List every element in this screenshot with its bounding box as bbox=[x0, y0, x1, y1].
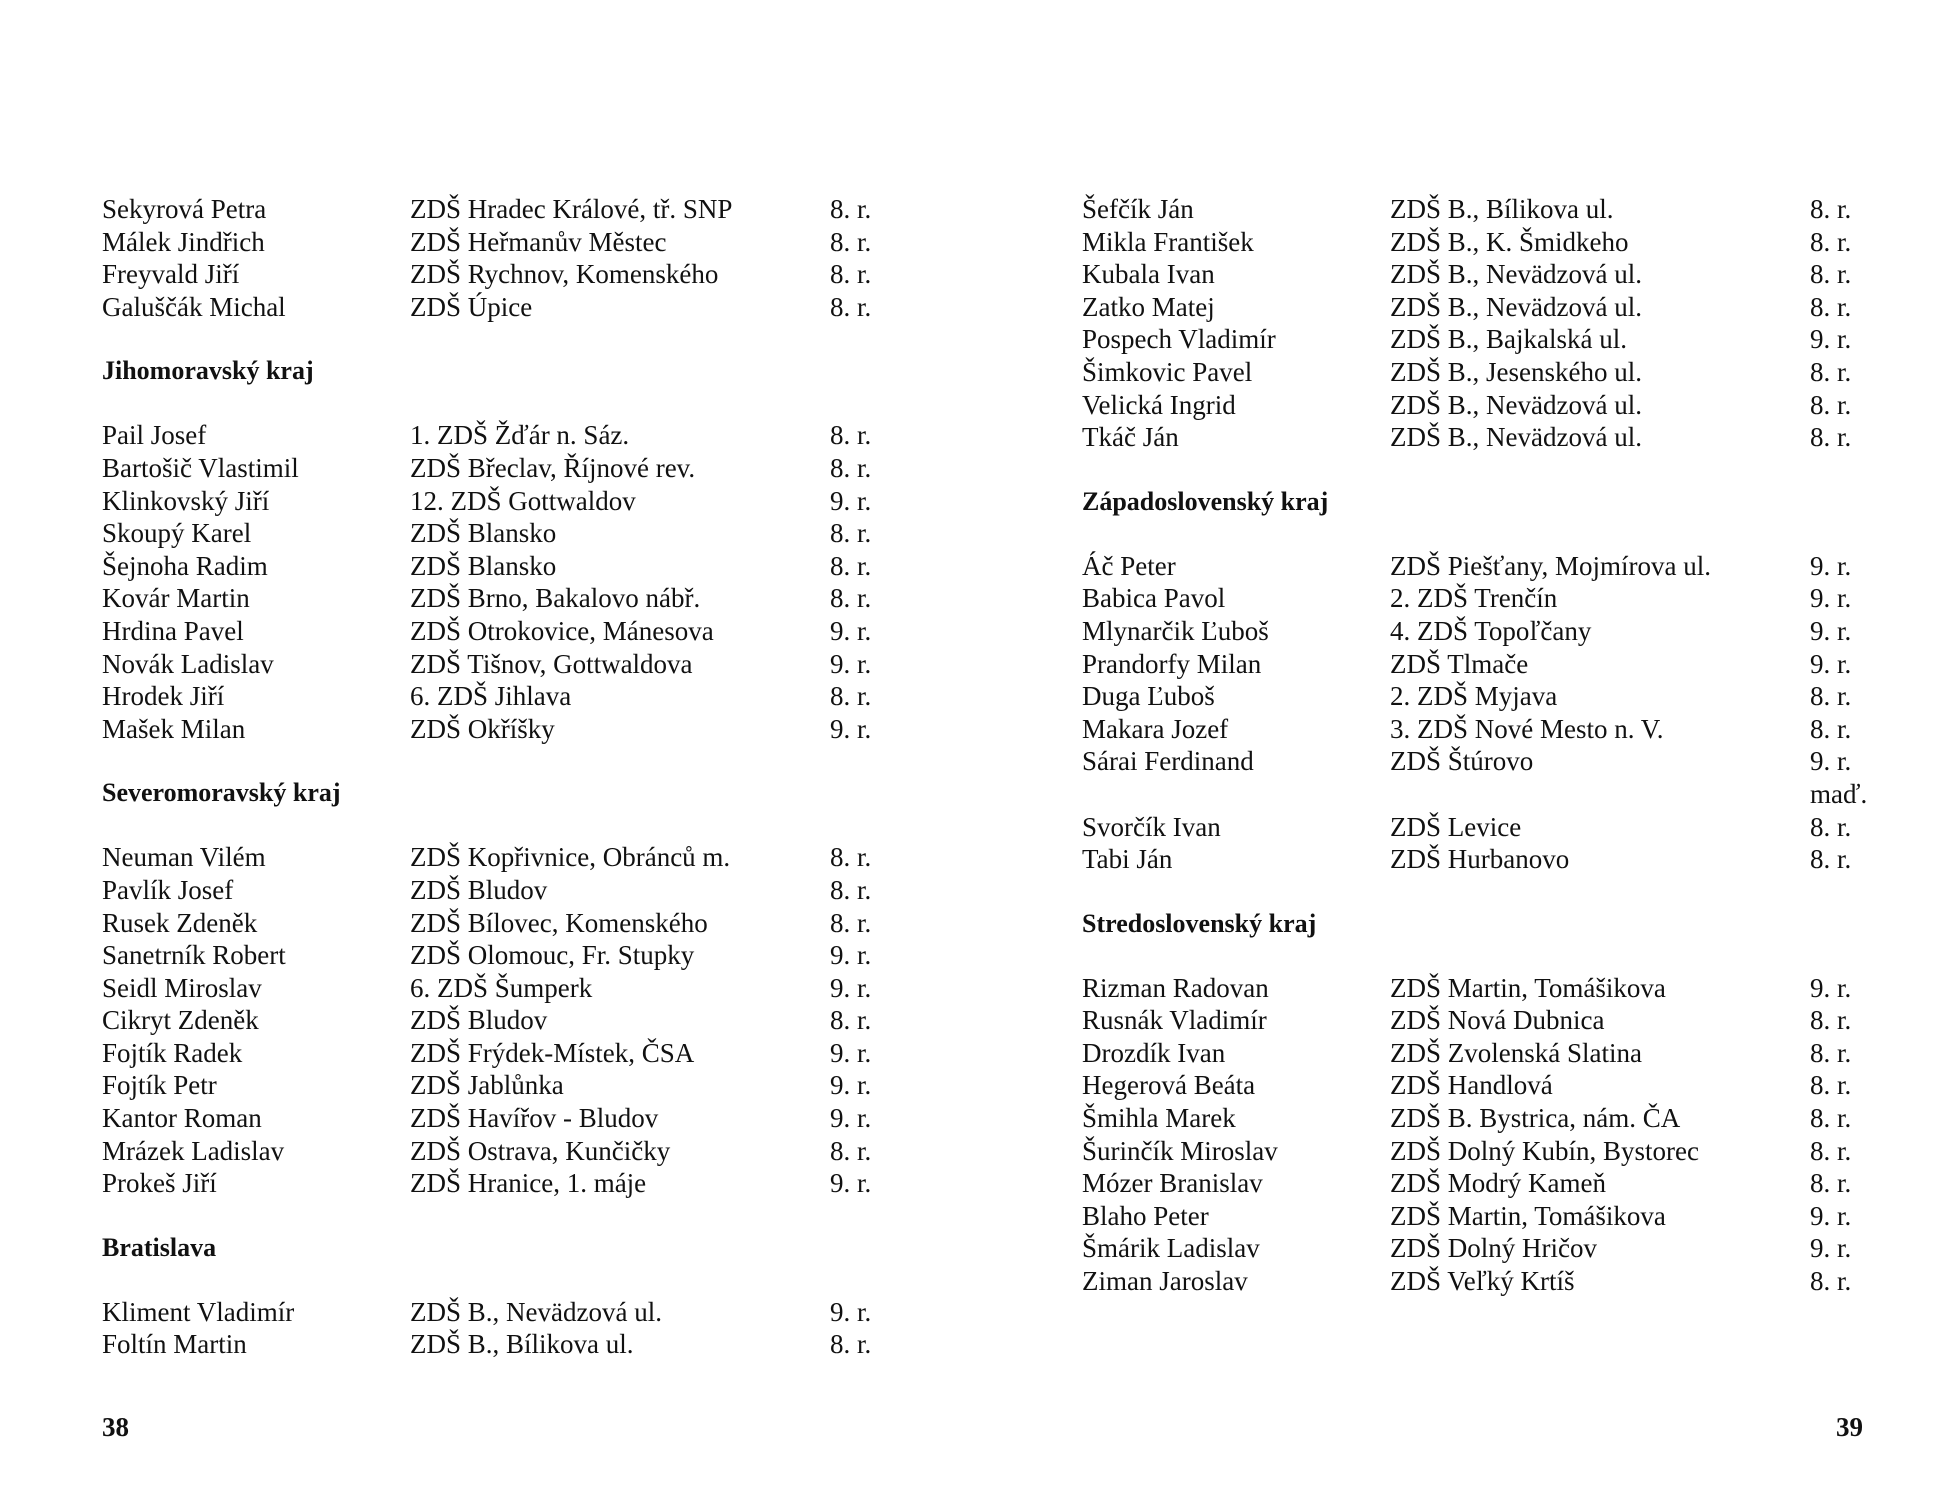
entry-grade: 8. r. bbox=[1810, 291, 1852, 322]
section bbox=[1082, 908, 1882, 1298]
entry-name: Sárai Ferdinand bbox=[1082, 746, 1254, 777]
list-item bbox=[102, 226, 902, 259]
entry-grade: 8. r. bbox=[1810, 226, 1852, 257]
list-item bbox=[102, 648, 902, 681]
list-item bbox=[102, 550, 902, 583]
entry-grade: 8. r. bbox=[1810, 389, 1852, 420]
list-item bbox=[1082, 258, 1882, 291]
list-item bbox=[1082, 1037, 1882, 1070]
entry-school: ZDŠ Tišnov, Gottwaldova bbox=[410, 648, 693, 679]
entry-grade: 9. r. bbox=[830, 485, 872, 516]
list-item bbox=[1082, 226, 1882, 259]
entry-school: ZDŠ Hranice, 1. máje bbox=[410, 1168, 647, 1199]
entry-grade: 8. r. bbox=[1810, 1070, 1852, 1101]
list-item bbox=[1082, 843, 1882, 876]
entry-grade: 9. r. bbox=[830, 1296, 872, 1327]
entry-name: Ziman Jaroslav bbox=[1082, 1266, 1248, 1297]
entry-school: ZDŠ Kopřivnice, Obránců m. bbox=[410, 842, 731, 873]
entry-school: ZDŠ B., Nevädzová ul. bbox=[1390, 422, 1642, 453]
entry-school: ZDŠ B., K. Šmidkeho bbox=[1390, 226, 1629, 257]
entry-school: ZDŠ Zvolenská Slatina bbox=[1390, 1037, 1642, 1068]
entry-name: Mózer Branislav bbox=[1082, 1168, 1263, 1199]
entry-school: 3. ZDŠ Nové Mesto n. V. bbox=[1390, 713, 1664, 744]
list-item bbox=[1082, 389, 1882, 422]
entry-grade: 9. r. bbox=[830, 648, 872, 679]
entry-grade: 8. r. bbox=[830, 907, 872, 938]
entry-grade: 8. r. bbox=[830, 226, 872, 257]
entry-name: Fojtík Radek bbox=[102, 1037, 243, 1068]
list-item bbox=[102, 939, 902, 972]
entry-grade bbox=[1810, 745, 1867, 810]
entry-grade: 8. r. bbox=[1810, 844, 1852, 875]
section bbox=[102, 1232, 902, 1361]
entry-name: Pail Josef bbox=[102, 420, 207, 451]
entry-name: Šefčík Ján bbox=[1082, 194, 1194, 224]
list-item bbox=[102, 615, 902, 648]
entry-school: ZDŠ Havířov - Bludov bbox=[410, 1103, 659, 1134]
section-heading: Severomoravský kraj bbox=[102, 778, 341, 808]
list-item bbox=[102, 841, 902, 874]
entry-grade: 8. r. bbox=[830, 1329, 872, 1360]
entry-school: ZDŠ B., Nevädzová ul. bbox=[1390, 389, 1642, 420]
list-item bbox=[1082, 745, 1882, 810]
entry-school: 1. ZDŠ Žďár n. Sáz. bbox=[410, 420, 630, 451]
entry-school: ZDŠ Frýdek-Místek, ČSA bbox=[410, 1037, 695, 1068]
list-item bbox=[1082, 323, 1882, 356]
left-page bbox=[102, 193, 902, 1361]
list-item bbox=[102, 1296, 902, 1329]
list-item bbox=[102, 485, 902, 518]
list-item bbox=[102, 582, 902, 615]
entry-grade: 8. r. bbox=[830, 1135, 872, 1166]
entry-grade: 9. r. bbox=[1810, 648, 1852, 679]
entry-name: Mlynarčik Ľuboš bbox=[1082, 615, 1269, 646]
entry-grade-value: 9. r. bbox=[1810, 746, 1852, 777]
entry-name: Kovár Martin bbox=[102, 583, 250, 614]
section bbox=[102, 193, 902, 323]
entry-school: ZDŠ Jablůnka bbox=[410, 1070, 564, 1101]
list-item bbox=[102, 874, 902, 907]
entry-school: ZDŠ Handlová bbox=[1390, 1070, 1553, 1101]
entry-name: Prokeš Jiří bbox=[102, 1168, 217, 1199]
entry-grade: 8. r. bbox=[830, 452, 872, 483]
entry-grade: 8. r. bbox=[1810, 194, 1852, 224]
entry-name: Tkáč Ján bbox=[1082, 422, 1179, 453]
entry-school: ZDŠ Blansko bbox=[410, 550, 557, 581]
entry-school: ZDŠ Levice bbox=[1390, 811, 1522, 842]
section bbox=[102, 355, 902, 745]
entry-grade: 9. r. bbox=[830, 713, 872, 744]
entry-school: ZDŠ Ostrava, Kunčičky bbox=[410, 1135, 671, 1166]
list-item bbox=[102, 1328, 902, 1361]
entry-grade: 8. r. bbox=[830, 420, 872, 451]
entry-school: ZDŠ B., Jesenského ul. bbox=[1390, 356, 1642, 387]
entry-grade: 8. r. bbox=[830, 1005, 872, 1036]
entry-school: ZDŠ B., Bílikova ul. bbox=[1390, 194, 1614, 224]
entry-school: 6. ZDŠ Šumperk bbox=[410, 972, 593, 1003]
entry-school: ZDŠ B., Nevädzová ul. bbox=[1390, 259, 1642, 290]
section-heading: Stredoslovenský kraj bbox=[1082, 908, 1317, 938]
list-item bbox=[1082, 1102, 1882, 1135]
page-number-left: 38 bbox=[102, 1412, 129, 1442]
entry-name: Blaho Peter bbox=[1082, 1200, 1209, 1231]
list-item bbox=[102, 680, 902, 713]
entry-school: ZDŠ Nová Dubnica bbox=[1390, 1005, 1605, 1036]
list-item bbox=[1082, 356, 1882, 389]
entry-name: Sanetrník Robert bbox=[102, 940, 286, 971]
entry-name: Makara Jozef bbox=[1082, 713, 1229, 744]
entry-school: ZDŠ B., Nevädzová ul. bbox=[1390, 291, 1642, 322]
entry-school: ZDŠ Piešťany, Mojmírova ul. bbox=[1390, 550, 1712, 581]
entry-grade: 8. r. bbox=[830, 259, 872, 290]
entry-name: Šimkovic Pavel bbox=[1082, 356, 1253, 387]
list-item bbox=[102, 1135, 902, 1168]
list-item bbox=[102, 972, 902, 1005]
list-item bbox=[1082, 615, 1882, 648]
entry-name: Prandorfy Milan bbox=[1082, 648, 1262, 679]
entry-name: Rizman Radovan bbox=[1082, 972, 1269, 1003]
entry-grade: 9. r. bbox=[830, 1037, 872, 1068]
entry-grade: 8. r. bbox=[1810, 1266, 1852, 1297]
entry-school: 2. ZDŠ Myjava bbox=[1390, 681, 1558, 712]
entry-school: ZDŠ Modrý Kameň bbox=[1390, 1168, 1606, 1199]
list-item bbox=[102, 517, 902, 550]
right-page bbox=[1082, 193, 1882, 1298]
entry-name: Rusnák Vladimír bbox=[1082, 1005, 1267, 1036]
list-item bbox=[1082, 680, 1882, 713]
entry-grade: 9. r. bbox=[1810, 324, 1852, 355]
entry-grade: 9. r. bbox=[830, 615, 872, 646]
entry-grade: 9. r. bbox=[830, 972, 872, 1003]
entry-grade: 8. r. bbox=[830, 194, 872, 224]
entry-name: Galuščák Michal bbox=[102, 291, 286, 322]
entry-school: 12. ZDŠ Gottwaldov bbox=[410, 485, 636, 516]
entry-school: 6. ZDŠ Jihlava bbox=[410, 681, 572, 712]
section-heading: Jihomoravský kraj bbox=[102, 356, 314, 386]
list-item bbox=[1082, 421, 1882, 454]
entry-school: ZDŠ Heřmanův Městec bbox=[410, 226, 667, 257]
list-item bbox=[1082, 1135, 1882, 1168]
entry-grade: 8. r. bbox=[1810, 356, 1852, 387]
entry-name: Šurinčík Miroslav bbox=[1082, 1135, 1278, 1166]
entry-name: Hrodek Jiří bbox=[102, 681, 225, 712]
list-item bbox=[1082, 291, 1882, 324]
entry-grade: 8. r. bbox=[830, 842, 872, 873]
entry-name: Mrázek Ladislav bbox=[102, 1135, 285, 1166]
list-item bbox=[1082, 1167, 1882, 1200]
entry-grade: 8. r. bbox=[1810, 713, 1852, 744]
entry-grade: 9. r. bbox=[1810, 1233, 1852, 1264]
entry-school: ZDŠ B. Bystrica, nám. ČA bbox=[1390, 1103, 1681, 1134]
entry-grade: 9. r. bbox=[830, 940, 872, 971]
entry-name: Mikla František bbox=[1082, 226, 1254, 257]
list-item bbox=[102, 1037, 902, 1070]
entry-grade: 8. r. bbox=[1810, 1005, 1852, 1036]
list-item bbox=[1082, 193, 1882, 226]
entry-school: ZDŠ Štúrovo bbox=[1390, 746, 1534, 777]
entry-school: ZDŠ B., Bajkalská ul. bbox=[1390, 324, 1627, 355]
list-item bbox=[1082, 1265, 1882, 1298]
entry-school: ZDŠ Hurbanovo bbox=[1390, 844, 1570, 875]
entry-grade: 8. r. bbox=[1810, 811, 1852, 842]
entry-name: Skoupý Karel bbox=[102, 518, 252, 549]
entry-grade: 8. r. bbox=[1810, 1103, 1852, 1134]
entry-name: Velická Ingrid bbox=[1082, 389, 1236, 420]
entry-name: Pavlík Josef bbox=[102, 874, 234, 905]
entry-grade: 9. r. bbox=[830, 1168, 872, 1199]
entry-grade: 8. r. bbox=[830, 583, 872, 614]
entry-school: ZDŠ Bludov bbox=[410, 1005, 548, 1036]
entry-school: ZDŠ Martin, Tomášikova bbox=[1390, 1200, 1666, 1231]
entry-name: Babica Pavol bbox=[1082, 583, 1226, 614]
list-item bbox=[1082, 713, 1882, 746]
section bbox=[1082, 193, 1882, 454]
entry-name: Mašek Milan bbox=[102, 713, 246, 744]
entry-name: Svorčík Ivan bbox=[1082, 811, 1221, 842]
entry-grade: 8. r. bbox=[830, 291, 872, 322]
entry-name: Hrdina Pavel bbox=[102, 615, 244, 646]
list-item bbox=[102, 907, 902, 940]
entry-school: ZDŠ Dolný Hričov bbox=[1390, 1233, 1597, 1264]
list-item bbox=[1082, 1232, 1882, 1265]
entry-name: Fojtík Petr bbox=[102, 1070, 217, 1101]
list-item bbox=[1082, 1004, 1882, 1037]
section-heading: Bratislava bbox=[102, 1232, 217, 1262]
entry-name: Bartošič Vlastimil bbox=[102, 452, 299, 483]
list-item bbox=[102, 1167, 902, 1200]
entry-grade: 8. r. bbox=[830, 518, 872, 549]
list-item bbox=[102, 452, 902, 485]
entry-school: ZDŠ Břeclav, Říjnové rev. bbox=[410, 452, 696, 483]
list-item bbox=[1082, 550, 1882, 583]
entry-grade: 8. r. bbox=[1810, 1037, 1852, 1068]
section bbox=[102, 777, 902, 1200]
entry-school: ZDŠ Bílovec, Komenského bbox=[410, 907, 708, 938]
entry-name: Tabi Ján bbox=[1082, 844, 1173, 875]
entry-name: Zatko Matej bbox=[1082, 291, 1215, 322]
entry-school: ZDŠ Blansko bbox=[410, 518, 557, 549]
entry-grade: 8. r. bbox=[830, 874, 872, 905]
list-item bbox=[102, 1004, 902, 1037]
entry-school: ZDŠ Olomouc, Fr. Stupky bbox=[410, 940, 695, 971]
entry-name: Cikryt Zdeněk bbox=[102, 1005, 259, 1036]
entry-grade: 8. r. bbox=[1810, 259, 1852, 290]
entry-name: Klinkovský Jiří bbox=[102, 485, 270, 516]
entry-grade: 9. r. bbox=[830, 1103, 872, 1134]
entry-name: Seidl Miroslav bbox=[102, 972, 262, 1003]
entry-name: Kubala Ivan bbox=[1082, 259, 1215, 290]
list-item bbox=[1082, 1200, 1882, 1233]
entry-name: Neuman Vilém bbox=[102, 842, 266, 873]
entry-name: Duga Ľuboš bbox=[1082, 681, 1215, 712]
list-item bbox=[1082, 811, 1882, 844]
entry-name: Áč Peter bbox=[1082, 550, 1176, 581]
entry-name: Sekyrová Petra bbox=[102, 194, 267, 224]
entry-school: ZDŠ Tlmače bbox=[1390, 648, 1529, 679]
entry-grade: 8. r. bbox=[1810, 422, 1852, 453]
entry-school: ZDŠ Dolný Kubín, Bystorec bbox=[1390, 1135, 1699, 1166]
entry-grade: 8. r. bbox=[830, 681, 872, 712]
entry-name: Šmárik Ladislav bbox=[1082, 1233, 1260, 1264]
list-item bbox=[102, 1069, 902, 1102]
section-heading: Západoslovenský kraj bbox=[1082, 486, 1329, 516]
entry-grade: 9. r. bbox=[830, 1070, 872, 1101]
entry-grade: 8. r. bbox=[1810, 1168, 1852, 1199]
list-item bbox=[102, 291, 902, 324]
entry-grade: 9. r. bbox=[1810, 1200, 1852, 1231]
entry-name: Kantor Roman bbox=[102, 1103, 262, 1134]
entry-grade: 9. r. bbox=[1810, 972, 1852, 1003]
entry-note: maď. bbox=[1810, 778, 1868, 809]
entry-school: ZDŠ Úpice bbox=[410, 291, 533, 322]
entry-grade: 8. r. bbox=[1810, 1135, 1852, 1166]
entry-grade: 9. r. bbox=[1810, 583, 1852, 614]
entry-school: 2. ZDŠ Trenčín bbox=[1390, 583, 1558, 614]
entry-school: ZDŠ Veľký Krtíš bbox=[1390, 1266, 1575, 1297]
list-item bbox=[102, 419, 902, 452]
list-item bbox=[102, 193, 902, 226]
entry-school: ZDŠ Hradec Králové, tř. SNP bbox=[410, 194, 733, 224]
entry-grade: 9. r. bbox=[1810, 615, 1852, 646]
entry-school: ZDŠ B., Bílikova ul. bbox=[410, 1329, 634, 1360]
entry-name: Freyvald Jiří bbox=[102, 259, 240, 290]
entry-grade: 9. r. bbox=[1810, 550, 1852, 581]
entry-name: Šmihla Marek bbox=[1082, 1103, 1236, 1134]
list-item bbox=[102, 258, 902, 291]
entry-school: ZDŠ B., Nevädzová ul. bbox=[410, 1296, 662, 1327]
list-item bbox=[102, 1102, 902, 1135]
entry-school: 4. ZDŠ Topoľčany bbox=[1390, 615, 1592, 646]
entry-name: Kliment Vladimír bbox=[102, 1296, 295, 1327]
list-item bbox=[102, 713, 902, 746]
page-number-right: 39 bbox=[1836, 1412, 1863, 1442]
entry-school: ZDŠ Otrokovice, Mánesova bbox=[410, 615, 714, 646]
entry-name: Rusek Zdeněk bbox=[102, 907, 258, 938]
entry-grade: 8. r. bbox=[830, 550, 872, 581]
entry-school: ZDŠ Rychnov, Komenského bbox=[410, 259, 719, 290]
entry-grade: 8. r. bbox=[1810, 681, 1852, 712]
list-item bbox=[1082, 972, 1882, 1005]
entry-name: Málek Jindřich bbox=[102, 226, 265, 257]
entry-name: Pospech Vladimír bbox=[1082, 324, 1276, 355]
entry-school: ZDŠ Bludov bbox=[410, 874, 548, 905]
entry-school: ZDŠ Brno, Bakalovo nábř. bbox=[410, 583, 701, 614]
entry-name: Hegerová Beáta bbox=[1082, 1070, 1256, 1101]
entry-name: Drozdík Ivan bbox=[1082, 1037, 1226, 1068]
entry-name: Novák Ladislav bbox=[102, 648, 274, 679]
list-item bbox=[1082, 582, 1882, 615]
entry-name: Foltín Martin bbox=[102, 1329, 247, 1360]
entry-school: ZDŠ Okříšky bbox=[410, 713, 555, 744]
entry-school: ZDŠ Martin, Tomášikova bbox=[1390, 972, 1666, 1003]
list-item bbox=[1082, 1069, 1882, 1102]
entry-name: Šejnoha Radim bbox=[102, 550, 268, 581]
list-item bbox=[1082, 648, 1882, 681]
section bbox=[1082, 486, 1882, 876]
